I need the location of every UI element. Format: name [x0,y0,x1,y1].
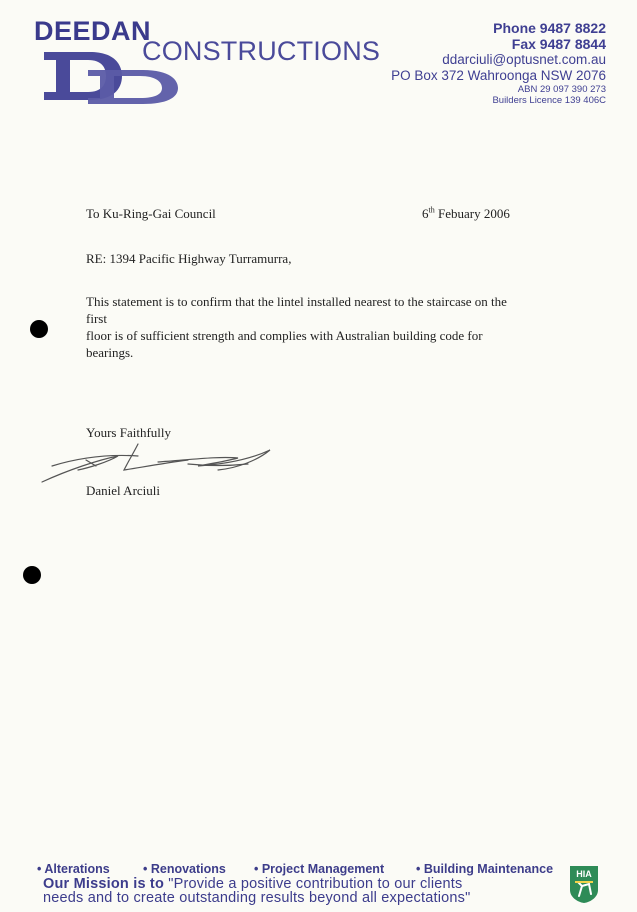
service-item: • Alterations [37,862,110,876]
service-item: • Renovations [143,862,226,876]
abn-number: ABN 29 097 390 273 [517,84,606,95]
date-month-year: Febuary 2006 [434,206,510,221]
punch-hole-mark [23,566,41,584]
body-line: This statement is to confirm that the lintel installed nearest to the staircase on the first [86,294,507,326]
hia-member-badge-icon [567,864,601,904]
signer-name: Daniel Arciuli [86,483,161,498]
postal-address: PO Box 372 Wahroonga NSW 2076 [391,68,606,83]
services-list [37,862,553,876]
badge-text: HIA [576,869,592,879]
mission-statement [43,877,563,905]
builders-licence: Builders Licence 139 406C [492,95,606,106]
body-paragraph [86,293,526,361]
mission-text: "Provide a positive contribution to our clients [164,876,463,892]
contact-block [391,20,606,106]
phone-number: Phone 9487 8822 [493,20,606,36]
date-day: 6 [422,206,429,221]
mission-label: Our Mission is to [43,876,165,892]
company-name-top: DEEDAN [34,16,152,46]
closing-line: Yours Faithfully [86,425,172,440]
date-suffix: th [428,205,435,215]
fax-number: Fax 9487 8844 [511,36,606,52]
company-name-bottom: CONSTRUCTIONS [142,36,381,66]
recipient-line: To Ku-Ring-Gai Council [86,206,216,221]
punch-hole-mark [30,320,48,338]
handwritten-signature-icon [38,440,278,486]
mission-text: needs and to create outstanding results beyond all expectations" [43,890,471,906]
service-item: • Building Maintenance [416,862,554,876]
email-address: ddarciuli@optusnet.com.au [442,52,606,67]
letter-date [422,205,510,222]
body-line: floor is of sufficient strength and complies with Australian building code for bearings. [86,328,483,360]
service-item: • Project Management [254,862,385,876]
subject-line: RE: 1394 Pacific Highway Turramurra, [86,251,292,266]
